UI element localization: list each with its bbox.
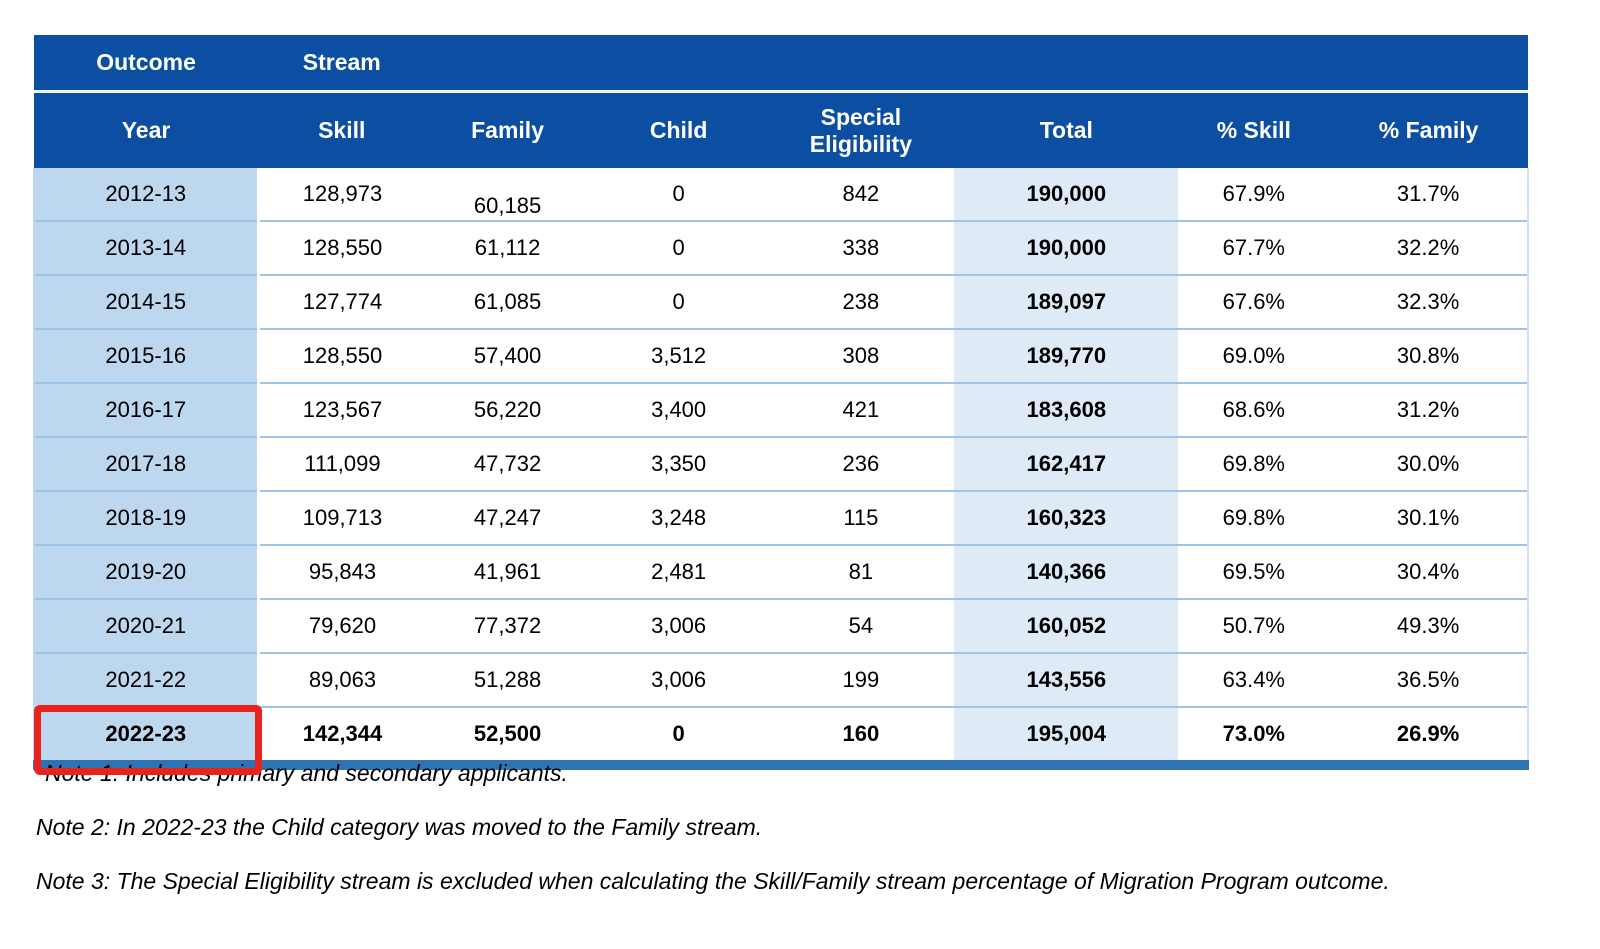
cell-special-eligibility: 199: [768, 653, 955, 707]
cell-special-eligibility: 238: [768, 275, 955, 329]
cell-special-eligibility: 54: [768, 599, 955, 653]
cell-family: 51,288: [425, 653, 589, 707]
cell-pct-skill: 67.6%: [1178, 275, 1329, 329]
cell-skill: 95,843: [258, 545, 425, 599]
cell-family: 61,112: [425, 221, 589, 275]
table-row: [34, 599, 1528, 653]
notes-section: [36, 760, 1566, 922]
cell-pct-skill: 69.5%: [1178, 545, 1329, 599]
cell-child: 3,512: [590, 329, 768, 383]
cell-skill: 123,567: [258, 383, 425, 437]
cell-skill: 128,550: [258, 329, 425, 383]
group-header-stream: Stream: [258, 35, 425, 92]
cell-year: 2013-14: [34, 221, 258, 275]
cell-child: 3,248: [590, 491, 768, 545]
table-row: [34, 221, 1528, 275]
cell-pct-family: 32.2%: [1329, 221, 1528, 275]
note-1: Note 1: Includes primary and secondary applicants.: [45, 760, 568, 786]
note-2: Note 2: In 2022-23 the Child category was moved to the Family stream.: [36, 814, 763, 840]
cell-special-eligibility: 236: [768, 437, 955, 491]
cell-pct-skill: 68.6%: [1178, 383, 1329, 437]
cell-pct-skill: 50.7%: [1178, 599, 1329, 653]
cell-skill: 79,620: [258, 599, 425, 653]
table-row: [34, 275, 1528, 329]
cell-special-eligibility: 160: [768, 707, 955, 765]
cell-special-eligibility: 81: [768, 545, 955, 599]
cell-pct-family: 30.8%: [1329, 329, 1528, 383]
cell-pct-family: 30.1%: [1329, 491, 1528, 545]
cell-family: 47,732: [425, 437, 589, 491]
cell-year: 2017-18: [34, 437, 258, 491]
cell-pct-family: 32.3%: [1329, 275, 1528, 329]
cell-pct-skill: 67.7%: [1178, 221, 1329, 275]
col-header-year: Year: [34, 92, 258, 169]
cell-year: 2016-17: [34, 383, 258, 437]
col-header-child: Child: [590, 92, 768, 169]
col-header-pct-family: % Family: [1329, 92, 1528, 169]
cell-child: 2,481: [590, 545, 768, 599]
group-header-outcome: Outcome: [34, 35, 258, 92]
cell-child: 3,006: [590, 599, 768, 653]
cell-year: 2014-15: [34, 275, 258, 329]
cell-total: 143,556: [954, 653, 1178, 707]
cell-child: 0: [590, 221, 768, 275]
cell-year: 2015-16: [34, 329, 258, 383]
cell-child: 0: [590, 168, 768, 221]
migration-program-outcomes-table: [33, 35, 1529, 770]
cell-year: 2019-20: [34, 545, 258, 599]
cell-family: 52,500: [425, 707, 589, 765]
cell-special-eligibility: 842: [768, 168, 955, 221]
cell-child: 0: [590, 275, 768, 329]
table-row: [34, 653, 1528, 707]
column-header-row: [34, 92, 1528, 169]
cell-special-eligibility: 308: [768, 329, 955, 383]
col-header-skill: Skill: [258, 92, 425, 169]
cell-pct-family: 49.3%: [1329, 599, 1528, 653]
cell-skill: 128,550: [258, 221, 425, 275]
cell-pct-family: 36.5%: [1329, 653, 1528, 707]
cell-family: 56,220: [425, 383, 589, 437]
cell-year: 2018-19: [34, 491, 258, 545]
cell-year: 2012-13: [34, 168, 258, 221]
cell-total: 190,000: [954, 168, 1178, 221]
cell-skill: 89,063: [258, 653, 425, 707]
cell-total: 190,000: [954, 221, 1178, 275]
cell-total: 189,770: [954, 329, 1178, 383]
cell-total: 160,323: [954, 491, 1178, 545]
table-row: [34, 383, 1528, 437]
cell-year: 2020-21: [34, 599, 258, 653]
cell-pct-family: 26.9%: [1329, 707, 1528, 765]
cell-total: 140,366: [954, 545, 1178, 599]
cell-total: 189,097: [954, 275, 1178, 329]
cell-family: 41,961: [425, 545, 589, 599]
cell-total: 162,417: [954, 437, 1178, 491]
cell-child: 3,400: [590, 383, 768, 437]
cell-family: 60,185: [425, 168, 589, 221]
cell-child: 3,350: [590, 437, 768, 491]
cell-pct-family: 30.4%: [1329, 545, 1528, 599]
note-3: Note 3: The Special Eligibility stream is excluded when calculating the Skill/Family stream percentage of Migration Program outcome.: [36, 868, 1390, 894]
group-header-row: [34, 35, 1528, 92]
table-row: [34, 491, 1528, 545]
col-header-total: Total: [954, 92, 1178, 169]
cell-pct-skill: 69.8%: [1178, 491, 1329, 545]
cell-pct-skill: 69.0%: [1178, 329, 1329, 383]
cell-family: 77,372: [425, 599, 589, 653]
col-header-special-eligibility: Special Eligibility: [768, 92, 955, 169]
cell-pct-family: 31.7%: [1329, 168, 1528, 221]
cell-pct-skill: 63.4%: [1178, 653, 1329, 707]
cell-pct-skill: 67.9%: [1178, 168, 1329, 221]
cell-year: 2021-22: [34, 653, 258, 707]
cell-skill: 128,973: [258, 168, 425, 221]
cell-pct-family: 31.2%: [1329, 383, 1528, 437]
cell-special-eligibility: 421: [768, 383, 955, 437]
cell-family: 57,400: [425, 329, 589, 383]
table-row: [34, 329, 1528, 383]
cell-special-eligibility: 338: [768, 221, 955, 275]
cell-family: 47,247: [425, 491, 589, 545]
cell-skill: 127,774: [258, 275, 425, 329]
cell-pct-skill: 73.0%: [1178, 707, 1329, 765]
table-row: [34, 545, 1528, 599]
table-row: [34, 168, 1528, 221]
table-header: [34, 35, 1528, 168]
cell-year-highlighted: 2022-23: [34, 707, 258, 765]
cell-child: 3,006: [590, 653, 768, 707]
col-header-pct-skill: % Skill: [1178, 92, 1329, 169]
cell-special-eligibility: 115: [768, 491, 955, 545]
cell-skill: 111,099: [258, 437, 425, 491]
cell-skill: 109,713: [258, 491, 425, 545]
cell-child: 0: [590, 707, 768, 765]
group-header-spacer: [425, 35, 1528, 92]
cell-pct-family: 30.0%: [1329, 437, 1528, 491]
cell-total: 183,608: [954, 383, 1178, 437]
table-row: [34, 707, 1528, 765]
cell-family: 61,085: [425, 275, 589, 329]
table-row: [34, 437, 1528, 491]
table-body: [34, 168, 1528, 765]
cell-skill: 142,344: [258, 707, 425, 765]
cell-pct-skill: 69.8%: [1178, 437, 1329, 491]
col-header-family: Family: [425, 92, 589, 169]
cell-total: 160,052: [954, 599, 1178, 653]
cell-total: 195,004: [954, 707, 1178, 765]
